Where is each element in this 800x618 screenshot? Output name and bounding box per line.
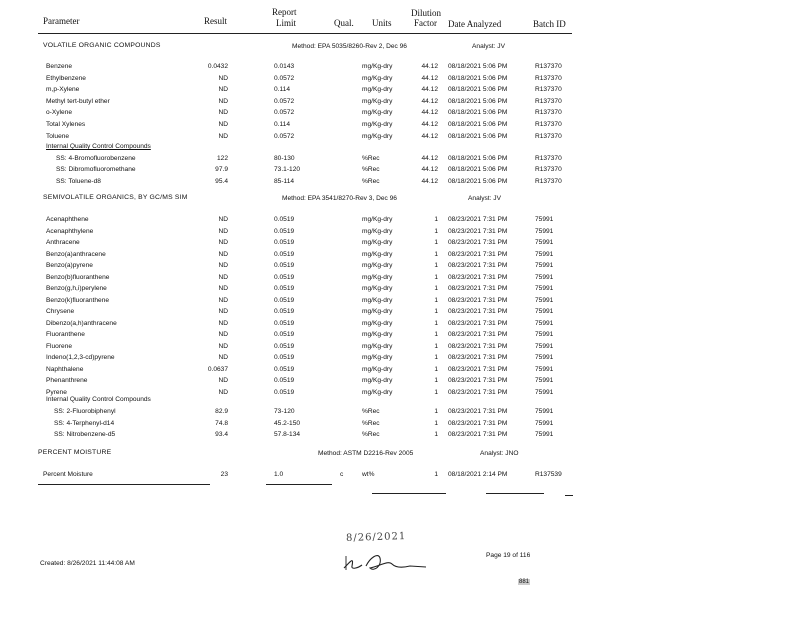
batch-id: 75991 (535, 354, 554, 361)
report-limit: 73-120 (274, 408, 295, 415)
date-analyzed: 08/23/2021 7:31 PM (448, 408, 508, 415)
report-limit: 0.0519 (274, 308, 295, 315)
date-analyzed: 08/23/2021 7:31 PM (448, 273, 508, 281)
units: mg/Kg-dry (362, 331, 393, 338)
dilution-factor: 1 (434, 319, 438, 327)
report-limit: 0.0519 (274, 342, 295, 350)
dilution-factor: 1 (434, 331, 438, 338)
batch-id: R137370 (535, 166, 562, 174)
batch-id: 75991 (535, 388, 554, 396)
report-limit: 0.0572 (274, 74, 295, 82)
header-report-limit-1: Report (272, 7, 297, 17)
result-value: ND (218, 74, 228, 82)
date-analyzed: 08/23/2021 7:31 PM (448, 262, 508, 269)
result-value: ND (218, 86, 228, 94)
report-limit: 0.0519 (274, 365, 295, 373)
batch-id: 75991 (535, 239, 554, 246)
units: %Rec (362, 177, 380, 185)
result-value: 0.0432 (207, 63, 228, 70)
units: mg/Kg-dry (362, 227, 393, 235)
analyte-name: m,p-Xylene (46, 86, 80, 94)
report-limit: 80-130 (274, 155, 295, 162)
header-rule (38, 33, 572, 34)
analyte-name: SS: 4-Terphenyl-d14 (54, 419, 115, 427)
analyte-name: Acenaphthylene (46, 227, 94, 235)
header-parameter: Parameter (43, 16, 80, 26)
batch-id: 75991 (535, 342, 554, 350)
units: mg/Kg-dry (362, 262, 393, 269)
bottom-rule-1 (38, 484, 210, 485)
units: mg/Kg-dry (362, 132, 393, 140)
report-limit: 0.114 (274, 121, 291, 128)
units: mg/Kg-dry (362, 216, 393, 223)
date-analyzed: 08/18/2021 5:06 PM (448, 177, 508, 185)
batch-id: 75991 (535, 331, 554, 338)
analyte-name: SS: 4-Bromofluorobenzene (56, 155, 136, 162)
result-value: ND (218, 109, 228, 117)
dilution-factor: 44.12 (421, 166, 438, 174)
analyte-name: Toluene (46, 132, 70, 140)
batch-id: 75991 (535, 419, 554, 427)
batch-id: 75991 (535, 319, 554, 327)
header-report-limit-2: Limit (276, 18, 296, 28)
date-analyzed: 08/23/2021 7:31 PM (448, 227, 508, 235)
result-value: ND (218, 121, 228, 128)
dilution-factor: 1 (434, 296, 438, 304)
units: mg/Kg-dry (362, 365, 393, 373)
dilution-factor: 1 (434, 354, 438, 361)
result-value: ND (218, 97, 228, 105)
units: mg/Kg-dry (362, 121, 393, 128)
moisture-analyst: Analyst: JNO (480, 450, 519, 457)
date-analyzed: 08/23/2021 7:31 PM (448, 354, 508, 361)
result-value: 82.9 (215, 408, 228, 415)
batch-id: R137370 (535, 63, 562, 70)
date-analyzed: 08/23/2021 7:31 PM (448, 365, 508, 373)
analyte-name: Percent Moisture (43, 471, 93, 478)
units: mg/Kg-dry (362, 109, 393, 117)
dilution-factor: 1 (434, 285, 438, 292)
dilution-factor: 44.12 (421, 97, 438, 105)
units: mg/Kg-dry (362, 388, 393, 396)
units: mg/Kg-dry (362, 74, 393, 82)
result-value: ND (218, 262, 228, 269)
dilution-factor: 44.12 (421, 132, 438, 140)
dilution-factor: 1 (434, 408, 438, 415)
batch-id: R137370 (535, 86, 562, 94)
report-limit: 0.0519 (274, 319, 295, 327)
analyte-name: Ethylbenzene (46, 74, 86, 82)
analyte-name: Benzo(g,h,i)perylene (46, 285, 107, 292)
date-analyzed: 08/23/2021 7:31 PM (448, 296, 508, 304)
analyte-name: SS: 2-Fluorobiphenyl (54, 408, 116, 415)
dilution-factor: 44.12 (421, 121, 438, 128)
batch-id: 75991 (535, 262, 554, 269)
dilution-factor: 44.12 (421, 74, 438, 82)
moisture-method: Method: ASTM D2216-Rev 2005 (318, 450, 414, 457)
report-limit: 0.0519 (274, 377, 295, 384)
report-limit: 0.0519 (274, 331, 295, 338)
dilution-factor: 44.12 (421, 63, 438, 70)
report-limit: 1.0 (274, 471, 284, 478)
batch-id: 75991 (535, 377, 554, 384)
report-limit: 0.0519 (274, 296, 295, 304)
date-analyzed: 08/18/2021 5:06 PM (448, 74, 508, 82)
signature-image (340, 548, 430, 574)
units: %Rec (362, 408, 380, 415)
qualifier: c (340, 471, 344, 478)
batch-id: R137370 (535, 155, 562, 162)
dilution-factor: 1 (434, 308, 438, 315)
report-limit: 0.0519 (274, 273, 295, 281)
date-analyzed: 08/18/2021 5:06 PM (448, 155, 508, 162)
header-dilution-1: Dilution (411, 8, 442, 18)
dilution-factor: 1 (434, 227, 438, 235)
batch-id: 75991 (535, 216, 554, 223)
dilution-factor: 1 (434, 377, 438, 384)
units: mg/Kg-dry (362, 63, 393, 70)
page-number: Page 19 of 116 (486, 552, 531, 559)
date-analyzed: 08/18/2021 5:06 PM (448, 132, 508, 140)
analyte-name: Indeno(1,2,3-cd)pyrene (46, 354, 115, 361)
result-value: ND (218, 132, 228, 140)
dilution-factor: 1 (434, 419, 438, 427)
bottom-rule-3 (372, 493, 446, 494)
report-limit: 85-114 (274, 177, 295, 185)
analyte-name: Naphthalene (46, 365, 84, 373)
date-analyzed: 08/23/2021 7:31 PM (448, 216, 508, 223)
result-value: ND (218, 227, 228, 235)
result-value: ND (218, 296, 228, 304)
batch-id: R137370 (535, 121, 562, 128)
result-value: 95.4 (215, 177, 228, 185)
result-value: ND (218, 273, 228, 281)
dilution-factor: 1 (434, 239, 438, 246)
date-analyzed: 08/23/2021 7:31 PM (448, 431, 508, 438)
batch-id: R137370 (535, 132, 562, 140)
units: mg/Kg-dry (362, 377, 393, 384)
report-limit: 0.0519 (274, 216, 295, 223)
analyte-name: Benzo(a)pyrene (46, 262, 93, 269)
header-result: Result (204, 16, 228, 26)
voc-qc-title: Internal Quality Control Compounds (46, 143, 151, 150)
svoc-section-title: SEMIVOLATILE ORGANICS, BY GC/MS SIM (43, 194, 188, 201)
units: %Rec (362, 419, 380, 427)
date-analyzed: 08/23/2021 7:31 PM (448, 388, 508, 396)
analyte-name: SS: Nitrobenzene-d5 (54, 431, 116, 438)
batch-id: R137370 (535, 97, 562, 105)
dilution-factor: 44.12 (421, 155, 438, 162)
units: mg/Kg-dry (362, 273, 393, 281)
report-limit: 0.0572 (274, 97, 295, 105)
units: mg/Kg-dry (362, 296, 393, 304)
dilution-factor: 1 (434, 262, 438, 269)
batch-id: 75991 (535, 250, 554, 258)
dilution-factor: 1 (434, 250, 438, 258)
batch-id: 75991 (535, 408, 554, 415)
result-value: ND (218, 342, 228, 350)
result-value: ND (218, 308, 228, 315)
result-value: ND (218, 285, 228, 292)
units: mg/Kg-dry (362, 342, 393, 350)
date-analyzed: 08/23/2021 7:31 PM (448, 342, 508, 350)
result-value: ND (218, 319, 228, 327)
analyte-name: Benzo(k)fluoranthene (46, 296, 110, 304)
header-date-analyzed: Date Analyzed (448, 19, 502, 29)
date-analyzed: 08/18/2021 5:06 PM (448, 97, 508, 105)
date-analyzed: 08/23/2021 7:31 PM (448, 285, 508, 292)
header-dilution-2: Factor (414, 18, 437, 28)
date-analyzed: 08/23/2021 7:31 PM (448, 331, 508, 338)
analyte-name: SS: Toluene-d8 (56, 177, 101, 185)
analyte-name: Benzene (46, 63, 73, 70)
batch-id: R137539 (535, 471, 562, 478)
units: mg/Kg-dry (362, 97, 393, 105)
analyte-name: Pyrene (46, 388, 67, 396)
analyte-name: Anthracene (46, 239, 80, 246)
date-analyzed: 08/23/2021 7:31 PM (448, 308, 508, 315)
date-analyzed: 08/23/2021 7:31 PM (448, 250, 508, 258)
handwritten-date: 8/26/2021 (345, 530, 407, 545)
result-value: ND (218, 331, 228, 338)
units: %Rec (362, 166, 380, 174)
batch-id: 75991 (535, 365, 554, 373)
date-analyzed: 08/18/2021 5:06 PM (448, 121, 508, 128)
result-value: ND (218, 388, 228, 396)
date-analyzed: 08/23/2021 7:31 PM (448, 239, 508, 246)
date-analyzed: 08/23/2021 7:31 PM (448, 419, 508, 427)
analyte-name: Chrysene (46, 308, 75, 315)
units: mg/Kg-dry (362, 308, 393, 315)
result-value: 97.9 (215, 166, 228, 174)
analyte-name: Phenanthrene (46, 377, 88, 384)
batch-id: 75991 (535, 296, 554, 304)
analyte-name: SS: Dibromofluoromethane (56, 166, 136, 174)
result-value: 23 (220, 471, 228, 478)
report-limit: 0.114 (274, 86, 291, 94)
analyte-name: Acenaphthene (46, 216, 89, 223)
bottom-rule-5 (565, 495, 573, 496)
batch-id: 75991 (535, 285, 554, 292)
svoc-qc-title: Internal Quality Control Compounds (46, 396, 151, 403)
units: wt% (362, 471, 375, 478)
date-analyzed: 08/18/2021 5:06 PM (448, 86, 508, 94)
dilution-factor: 44.12 (421, 177, 438, 185)
voc-analyst: Analyst: JV (472, 43, 505, 50)
analyte-name: Total Xylenes (46, 121, 86, 128)
analyte-name: Fluorene (46, 342, 73, 350)
batch-id: 75991 (535, 308, 554, 315)
report-limit: 45.2-150 (274, 419, 301, 427)
report-limit: 57.8-134 (274, 431, 301, 438)
batch-id: R137370 (535, 109, 562, 117)
date-analyzed: 08/18/2021 2:14 PM (448, 471, 508, 478)
result-value: ND (218, 239, 228, 246)
result-value: ND (218, 377, 228, 384)
header-qual: Qual. (334, 18, 354, 28)
result-value: ND (218, 354, 228, 361)
result-value: 93.4 (215, 431, 228, 438)
report-limit: 0.0519 (274, 239, 295, 246)
svoc-method: Method: EPA 3541/8270-Rev 3, Dec 96 (282, 195, 397, 202)
voc-method: Method: EPA 5035/8260-Rev 2, Dec 96 (292, 43, 407, 50)
dilution-factor: 1 (434, 431, 438, 438)
bottom-rule-2 (266, 484, 332, 485)
analyte-name: Dibenzo(a,h)anthracene (46, 319, 117, 327)
moisture-section-title: PERCENT MOISTURE (38, 449, 112, 456)
report-limit: 0.0519 (274, 354, 295, 361)
svoc-analyst: Analyst: JV (468, 195, 501, 202)
report-limit: 0.0572 (274, 132, 295, 140)
report-limit: 0.0519 (274, 285, 295, 292)
report-limit: 73.1-120 (274, 166, 301, 174)
result-value: 122 (216, 155, 228, 162)
report-limit: 0.0519 (274, 250, 295, 258)
units: %Rec (362, 155, 380, 162)
analyte-name: o-Xylene (46, 109, 73, 117)
batch-id: 75991 (535, 227, 554, 235)
result-value: ND (218, 250, 228, 258)
bottom-rule-4 (486, 493, 544, 494)
units: mg/Kg-dry (362, 86, 393, 94)
report-limit: 0.0572 (274, 109, 295, 117)
document-stamp: 881 (519, 579, 530, 585)
voc-section-title: VOLATILE ORGANIC COMPOUNDS (43, 42, 161, 49)
dilution-factor: 1 (434, 365, 438, 373)
date-analyzed: 08/18/2021 5:06 PM (448, 166, 508, 174)
analyte-name: Benzo(b)fluoranthene (46, 273, 110, 281)
analyte-name: Methyl tert-butyl ether (46, 97, 110, 105)
batch-id: R137370 (535, 177, 562, 185)
analyte-name: Benzo(a)anthracene (46, 250, 106, 258)
units: mg/Kg-dry (362, 239, 393, 246)
batch-id: 75991 (535, 273, 554, 281)
result-value: ND (218, 216, 228, 223)
result-value: 0.0637 (207, 365, 228, 373)
batch-id: R137370 (535, 74, 562, 82)
dilution-factor: 44.12 (421, 109, 438, 117)
dilution-factor: 1 (434, 273, 438, 281)
units: mg/Kg-dry (362, 250, 393, 258)
dilution-factor: 1 (434, 216, 438, 223)
created-timestamp: Created: 8/26/2021 11:44:08 AM (40, 560, 135, 567)
dilution-factor: 1 (434, 471, 438, 478)
analyte-name: Fluoranthene (46, 331, 85, 338)
report-limit: 0.0519 (274, 262, 295, 269)
report-limit: 0.0519 (274, 227, 295, 235)
date-analyzed: 08/18/2021 5:06 PM (448, 63, 508, 70)
dilution-factor: 1 (434, 342, 438, 350)
date-analyzed: 08/23/2021 7:31 PM (448, 319, 508, 327)
header-batch-id: Batch ID (533, 19, 566, 29)
report-limit: 0.0519 (274, 388, 295, 396)
units: mg/Kg-dry (362, 285, 393, 292)
batch-id: 75991 (535, 431, 554, 438)
units: mg/Kg-dry (362, 354, 393, 361)
units: %Rec (362, 431, 380, 438)
units: mg/Kg-dry (362, 319, 393, 327)
date-analyzed: 08/18/2021 5:06 PM (448, 109, 508, 117)
dilution-factor: 44.12 (421, 86, 438, 94)
dilution-factor: 1 (434, 388, 438, 396)
date-analyzed: 08/23/2021 7:31 PM (448, 377, 508, 384)
result-value: 74.8 (215, 419, 228, 427)
header-units: Units (372, 18, 392, 28)
report-limit: 0.0143 (274, 63, 295, 70)
